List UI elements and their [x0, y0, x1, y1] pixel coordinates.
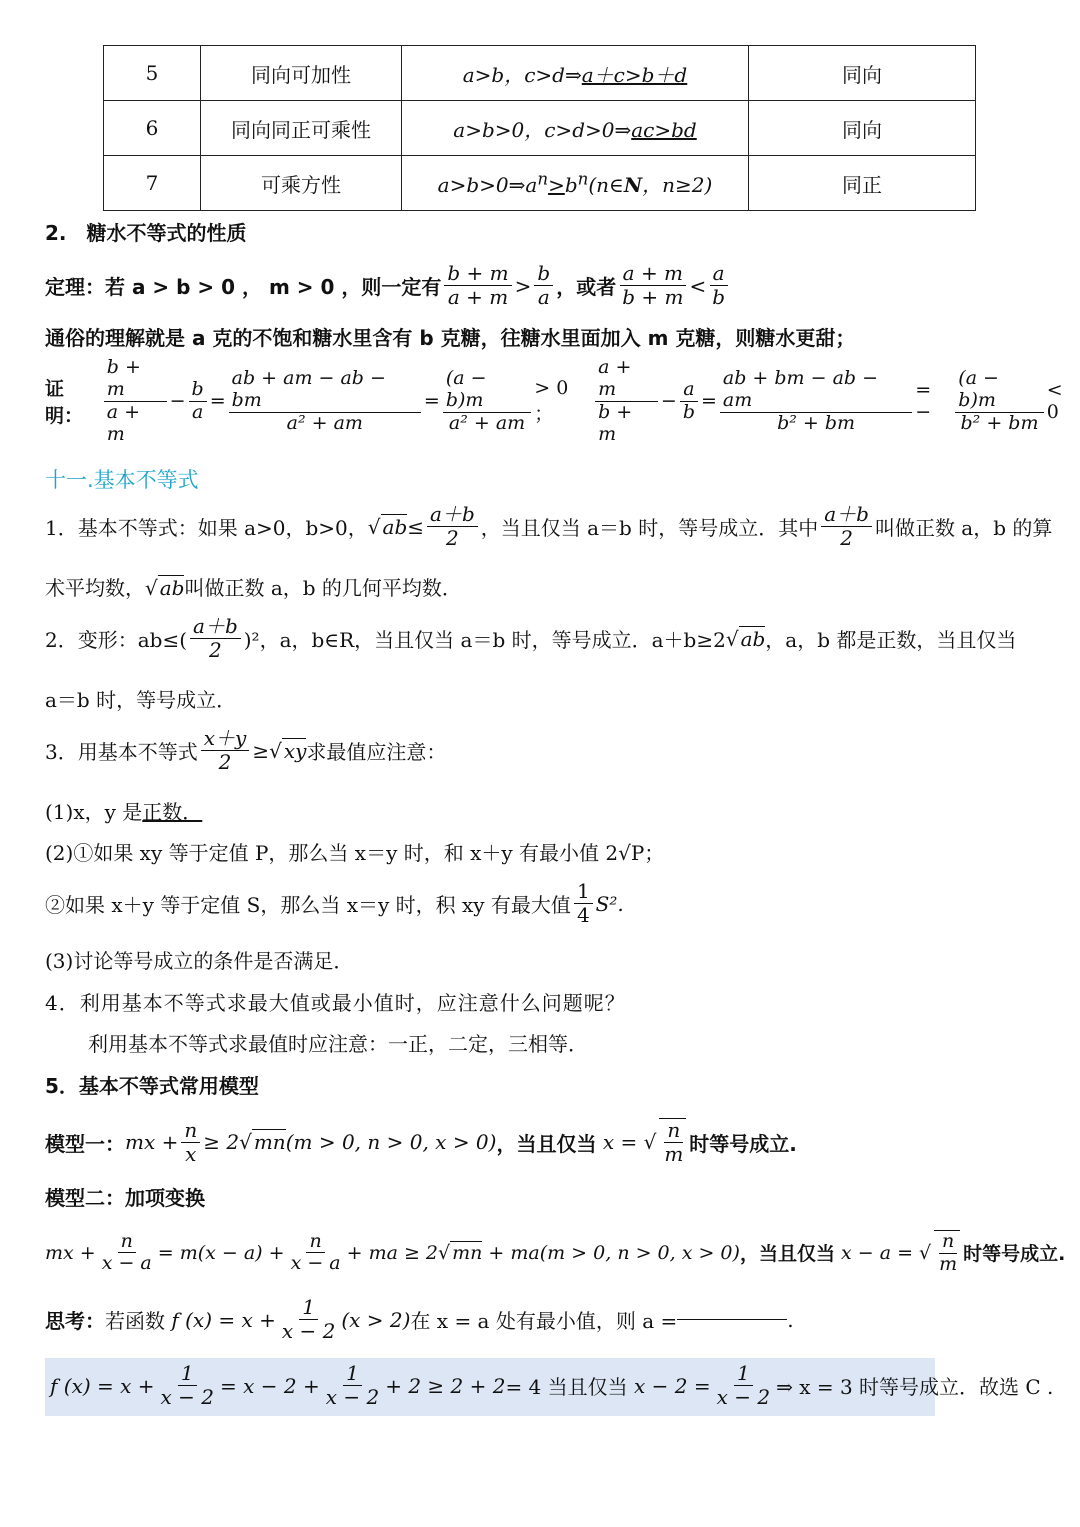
property-condition: 同向 [749, 101, 976, 156]
p1-text: 叫做正数 a，b 的算 [874, 516, 1053, 540]
model-text: ，当且仅当 [739, 1243, 835, 1266]
paragraph-1: 1．基本不等式：如果 a>0，b>0， √ ab≤ $\frac{a+b}{2}$ ，当且仅当 a＝b 时，等号成立．其中 $\frac{a+b}{2}$ 叫做正数 a，b 的算 [45, 502, 1053, 550]
answer-solution: f (x) = x + $\frac{1}{x - 2}$ = x − 2 + $\frac{1}{x - 2}$ + 2 ≥ 2 + 2 = 4 当且仅当 x − 2 = $\frac{1}{x - 2}$ ⇒ x = 3 时等号成立．故选 C . [50, 1361, 1054, 1409]
p1-text: 术平均数， [45, 576, 145, 600]
condition-2: (2)①如果 xy 等于定值 P，那么当 x＝y 时，和 x＋y 有最小值 2√P； [45, 841, 665, 865]
answer-text: = 4 当且仅当 [505, 1375, 628, 1399]
fraction: $\frac{a+b}{2}$ [821, 503, 872, 550]
sugar-explanation: 通俗的理解就是 a 克的不饱和糖水里含有 b 克糖，往糖水里面加入 m 克糖，则糖水更甜； [45, 326, 856, 350]
condition-1 [45, 796, 202, 825]
fraction: $\frac{ab + bm - ab - am}{\text{b² + bm}}$ [720, 368, 912, 435]
row-number: 7 [104, 156, 201, 211]
property-name: 可乘方性 [201, 156, 402, 211]
theorem-or: ，或者 [556, 275, 617, 299]
property-condition: 同向 [749, 46, 976, 101]
fraction: $\frac{1}{x - 2}$ [281, 1295, 336, 1343]
fraction: $\frac{b}{a}$ [189, 379, 207, 424]
paragraph-2-cont: a＝b 时，等号成立． [45, 688, 237, 712]
fraction: $\frac{a+b}{2}$ [190, 615, 241, 662]
model-label: 模型一： [45, 1131, 125, 1156]
table-row [104, 101, 976, 156]
think-text: 若函数 [105, 1309, 165, 1333]
property-formula: a>b，c>d⇒a＋c>b＋d [402, 46, 749, 101]
answer-text: ⇒ x = 3 时等号成立．故选 C . [776, 1375, 1054, 1399]
fraction: $\frac{n}{m}$ [659, 1118, 686, 1166]
table-row [104, 46, 976, 101]
paragraph-3: 3．用基本不等式 $\frac{x+y}{2}$ ≥√ xy 求最值应注意： [45, 726, 447, 774]
condition-4: (3)讨论等号成立的条件是否满足． [45, 949, 354, 973]
paragraph-1-cont: 术平均数，√ ab叫做正数 a，b 的几何平均数． [45, 576, 462, 600]
properties-table [103, 45, 976, 211]
row-number: 6 [104, 101, 201, 156]
fraction: $\frac{b + m}{a + m}$ [104, 357, 167, 445]
model-two-label: 模型二：加项变换 [45, 1186, 205, 1210]
theorem-text: 若 a > b > 0 ， m > 0 ，则一定有 [105, 275, 442, 299]
section-title: 十一.基本不等式 [45, 468, 199, 492]
p1-text: ，当且仅当 a＝b 时，等号成立．其中 [480, 516, 819, 540]
model-two: mx + $\frac{n}{x - a}$ = m(x − a) + $\frac{n}{x - a}$ + ma ≥ 2√ mn + ma(m > 0, n > 0, x > 0) ，当且仅当 x − a = √ $\frac{n}{m}$ 时等号成立. [45, 1229, 1066, 1275]
fraction: $\frac{a}{b}$ [680, 379, 698, 424]
condition-text: S². [595, 891, 624, 916]
fraction: $\frac{a + m}{b + m}$ [619, 262, 686, 309]
condition-text: ②如果 x＋y 等于定值 S，那么当 x＝y 时，积 xy 有最大值 [45, 893, 571, 917]
models-heading: 5．基本不等式常用模型 [45, 1074, 259, 1098]
think-question: 思考： 若函数 f (x) = x + $\frac{1}{x - 2}$ (x > 2) 在 x = a 处有最小值，则 a = . [45, 1295, 794, 1343]
fraction: $\frac{n}{m}$ [934, 1230, 960, 1276]
question-4: 4．利用基本不等式求最大值或最小值时，应注意什么问题呢？ [45, 991, 626, 1015]
property-formula: a>b>0，c>d>0⇒ac>bd [402, 101, 749, 156]
fraction: $\frac{n}{x}$ [181, 1119, 200, 1166]
model-text: 时等号成立. [963, 1243, 1066, 1266]
fraction: $\frac{b}{a}$ [534, 262, 553, 309]
fraction: $\frac{a}{b}$ [709, 262, 728, 309]
row-number: 5 [104, 46, 201, 101]
fraction: $\frac{n}{x - a}$ [101, 1229, 152, 1275]
table-row [104, 156, 976, 211]
model-text: 时等号成立. [689, 1131, 797, 1156]
fraction: $\frac{1}{x - 2}$ [160, 1361, 214, 1409]
think-text: 在 x = a 处有最小值，则 a = [410, 1309, 678, 1333]
fraction: $\frac{1}{4}$ [574, 880, 593, 927]
model-text: ，当且仅当 [496, 1131, 597, 1156]
p1-text: 叫做正数 a，b 的几何平均数． [184, 576, 462, 600]
paragraph-2: 2．变形：ab≤( $\frac{a+b}{2}$ )²，a，b∈R，当且仅当 a＝b 时，等号成立．a＋b≥2 √ ab ，a，b 都是正数，当且仅当 [45, 614, 1017, 662]
condition-text: (1)x，y 是 [45, 800, 143, 824]
fraction: $\frac{a + m}{b + m}$ [595, 357, 658, 445]
property-name: 同向可加性 [201, 46, 402, 101]
answer-blank[interactable] [677, 1319, 787, 1320]
model-one: 模型一： mx + $\frac{n}{x}$ ≥ 2√ mn(m > 0, n > 0, x > 0) ，当且仅当 x = √ $\frac{n}{m}$ 时等号成立. [45, 1117, 797, 1166]
think-label: 思考： [45, 1309, 105, 1333]
property-formula: $a>b>0\Rightarrow a^n>b^n(n\in N$，n≥2) [402, 156, 749, 211]
theorem-label: 定理： [45, 275, 105, 299]
fraction: $\frac{(a - b)m}{\text{a² + am}}$ [443, 368, 531, 435]
fraction: $\frac{1}{x - 2}$ [325, 1361, 380, 1409]
condition-text: 正数． [142, 800, 203, 824]
theorem-line: 定理： 若 a > b > 0 ， m > 0 ，则一定有 $\frac{b + m}{a + m}$ > $\frac{b}{a}$ ，或者 $\frac{a + m}{b + m}$ < $\frac{a}{b}$ [45, 262, 731, 309]
p3-text: 求最值应注意： [306, 740, 447, 764]
fraction: $\frac{a+b}{2}$ [427, 503, 478, 550]
fraction: $\frac{n}{x - a}$ [290, 1229, 341, 1275]
answer-4: 利用基本不等式求最值时应注意：一正，二定，三相等． [88, 1032, 588, 1056]
fraction: $\frac{(a - b)m}{\text{b² + bm}}$ [955, 368, 1043, 435]
p3-text: 3．用基本不等式 [45, 740, 198, 764]
p2-text: 2．变形：ab≤( [45, 628, 188, 652]
fraction: $\frac{b + m}{a + m}$ [444, 262, 511, 309]
p2-text: ，a，b 都是正数，当且仅当 [765, 628, 1017, 652]
sugar-heading: 2. 糖水不等式的性质 [45, 221, 247, 245]
condition-3 [45, 880, 624, 927]
p1-text: 1．基本不等式：如果 a>0，b>0， [45, 516, 368, 540]
fraction: $\frac{1}{x - 2}$ [716, 1361, 771, 1409]
property-condition: 同正 [749, 156, 976, 211]
fraction: $\frac{x+y}{2}$ [201, 727, 250, 774]
proof-label: 证明： [45, 378, 84, 428]
property-name: 同向同正可乘性 [201, 101, 402, 156]
p2-text: )²，a，b∈R，当且仅当 a＝b 时，等号成立．a＋b≥2 [243, 628, 726, 652]
proof-line: 证明： $\frac{b + m}{a + m}$ − $\frac{b}{a}$ = $\frac{ab + am - ab - bm}{\text{a² + am}}$ = $\frac{(a - b)m}{\text{a² + am}}$ > 0 ； $\frac{a + m}{b + m}$ − $\frac{a}{b}$ = $\frac{ab + bm - ab - am}{\text{b² + bm}}$ = − $\frac{(a - b)m}{\text{b² + bm}}$ < 0 [45, 356, 1063, 445]
fraction: $\frac{ab + am - ab - bm}{\text{a² + am}}$ [229, 368, 421, 435]
